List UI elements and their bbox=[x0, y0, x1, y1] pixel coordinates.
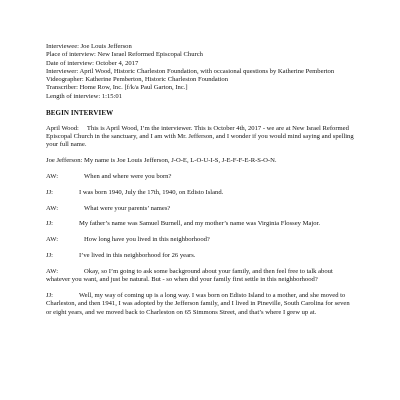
speaker-label: JJ: bbox=[46, 188, 53, 196]
transcript-paragraph bbox=[46, 268, 356, 285]
speech-text: I was born 1940, July the 17th, 1940, on Edisto Island. bbox=[78, 188, 224, 196]
transcript-paragraph bbox=[46, 292, 356, 317]
speaker-label: JJ: bbox=[46, 252, 53, 260]
transcript-paragraph bbox=[46, 173, 356, 181]
videographer-line: Videographer: Katherine Pemberton, Historic Charleston Foundation bbox=[46, 76, 228, 84]
speaker-label: AW: bbox=[46, 267, 59, 275]
transcript-paragraph bbox=[46, 220, 356, 228]
speaker-label: AW: bbox=[46, 204, 59, 212]
section-heading: BEGIN INTERVIEW bbox=[46, 109, 114, 118]
transcript-paragraph bbox=[46, 236, 356, 244]
transcript-paragraph bbox=[46, 189, 356, 197]
interviewee-line: Interviewee: Joe Louis Jefferson bbox=[46, 43, 132, 50]
speaker-label: AW: bbox=[46, 236, 59, 244]
transcript-paragraph bbox=[46, 125, 356, 150]
transcript-paragraph bbox=[46, 252, 356, 260]
speaker-label: JJ: bbox=[46, 220, 53, 228]
speech-text: Okay, so I’m going to ask some background about your family, and then feel free to talk about whatever you want, and just be natural. But - so when did your family first settle in this neighborhood? bbox=[46, 267, 333, 284]
speech-text: What were your parents’ names? bbox=[84, 204, 171, 212]
speaker-label: Joe Jefferson: bbox=[46, 157, 83, 165]
date-line: Date of interview: October 4, 2017 bbox=[46, 59, 139, 67]
place-line: Place of interview: New Israel Reformed Episcopal Church bbox=[46, 51, 203, 59]
speech-text: I’ve lived in this neighborhood for 26 years. bbox=[78, 252, 196, 260]
transcriber-line: Transcriber: Home Row, Inc. [f/k/a Paul Garton, Inc.] bbox=[46, 84, 188, 92]
transcript-paragraph bbox=[46, 205, 356, 213]
speech-text: How long have you lived in this neighborhood? bbox=[84, 236, 210, 244]
speech-text: My name is Joe Louis Jefferson, J-O-E, L-O-U-I-S, J-E-F-F-E-R-S-O-N. bbox=[83, 157, 277, 165]
speech-text: Well, my way of coming up is a long way. I was born on Edisto Island to a mother, and she moved to Charleston, and then 1941, I was adopted by the Jefferson family, and I lived in Pineville, South Carolina for seven or eight years, and we moved back to Charleston on 65 Simmons Street, and that’s where I grew up at. bbox=[46, 291, 350, 316]
length-line: Length of interview: 1:15:01 bbox=[46, 92, 122, 100]
interview-metadata bbox=[46, 43, 356, 101]
transcript-paragraph bbox=[46, 157, 356, 165]
interviewer-line: Interviewer: April Wood, Historic Charleston Foundation, with occasional questions by Katherine Pemberton bbox=[46, 67, 335, 75]
speech-text: This is April Wood, I’m the interviewer. This is October 4th, 2017 - we are at New Israel Reformed Episcopal Church in the sanctuary, and I am with Mr. Jefferson, and I wonder if you would mind saying and spelling your full name. bbox=[46, 124, 354, 149]
speech-text: When and where were you born? bbox=[84, 173, 172, 181]
speech-text: My father’s name was Samuel Burnell, and my mother’s name was Virginia Flossey Major. bbox=[78, 220, 321, 228]
speaker-label: April Wood: bbox=[46, 124, 79, 132]
speaker-label: AW: bbox=[46, 173, 59, 181]
speaker-label: JJ: bbox=[46, 291, 53, 299]
transcript-content bbox=[46, 43, 356, 317]
